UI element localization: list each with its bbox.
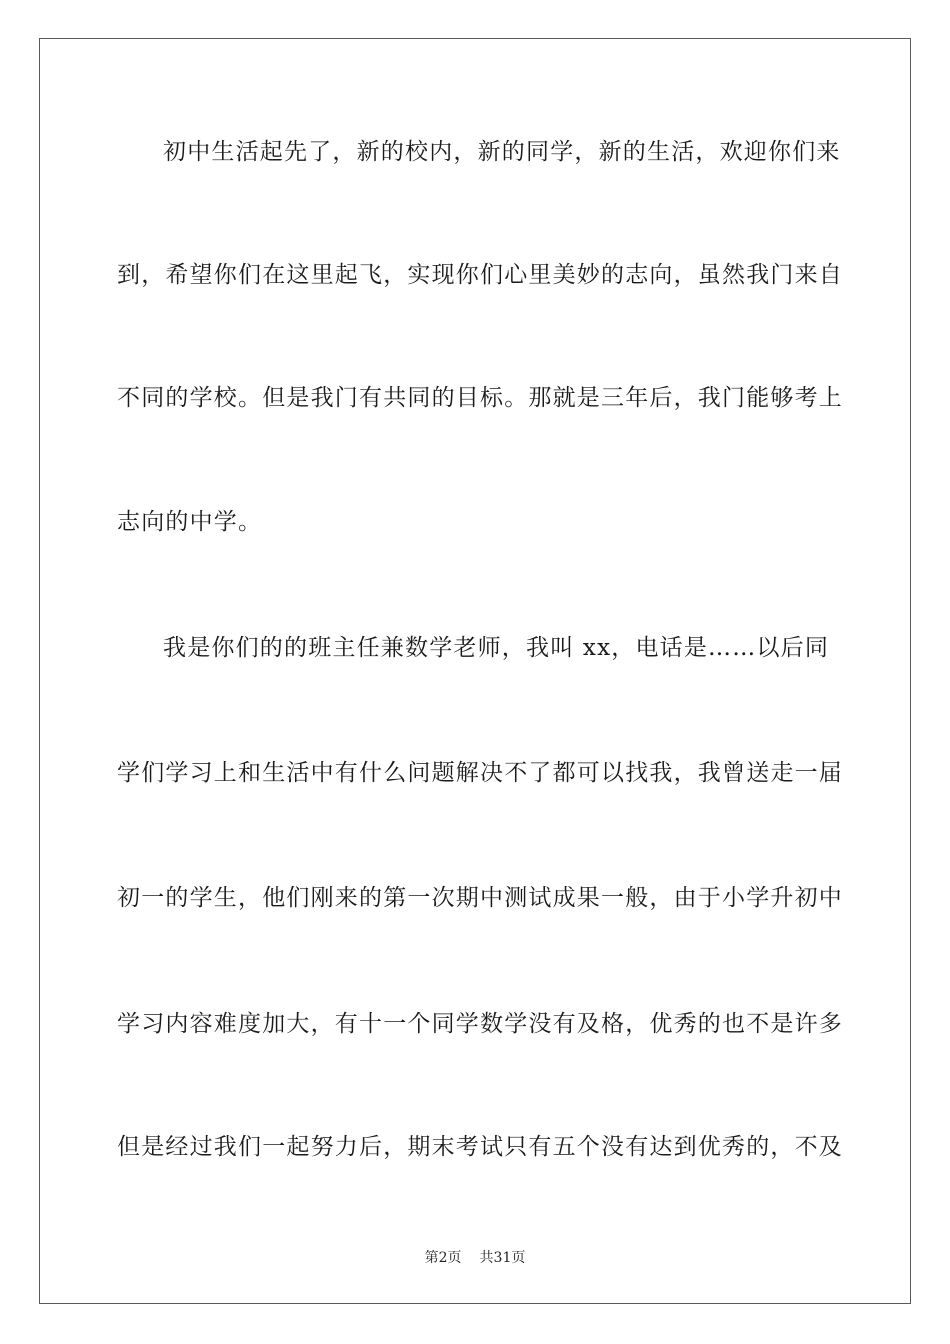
paragraph-2-line-3: 初一的学生，他们刚来的第一次期中测试成果一般，由于小学升初中 — [117, 885, 843, 911]
page-border — [39, 38, 911, 1304]
paragraph-1-line-3: 不同的学校。但是我门有共同的目标。那就是三年后，我门能够考上 — [117, 385, 843, 411]
paragraph-1-line-2: 到，希望你们在这里起飞，实现你们心里美妙的志向，虽然我门来自 — [117, 262, 843, 288]
paragraph-2-line-1: 我是你们的的班主任兼数学老师，我叫 xx，电话是……以后同 — [163, 635, 830, 661]
paragraph-1-line-1: 初中生活起先了，新的校内，新的同学，新的生活，欢迎你们来 — [163, 139, 841, 165]
paragraph-1-line-4: 志向的中学。 — [117, 509, 263, 535]
paragraph-2-line-2: 学们学习上和生活中有什么问题解决不了都可以找我，我曾送走一届 — [117, 760, 843, 786]
paragraph-2-line-4: 学习内容难度加大，有十一个同学数学没有及格，优秀的也不是许多 — [117, 1011, 843, 1037]
page-number: 第2页 — [424, 1250, 462, 1266]
page-footer — [0, 1247, 950, 1267]
page-total: 共31页 — [479, 1250, 526, 1266]
paragraph-2-line-5: 但是经过我们一起努力后，期末考试只有五个没有达到优秀的，不及 — [117, 1134, 843, 1160]
